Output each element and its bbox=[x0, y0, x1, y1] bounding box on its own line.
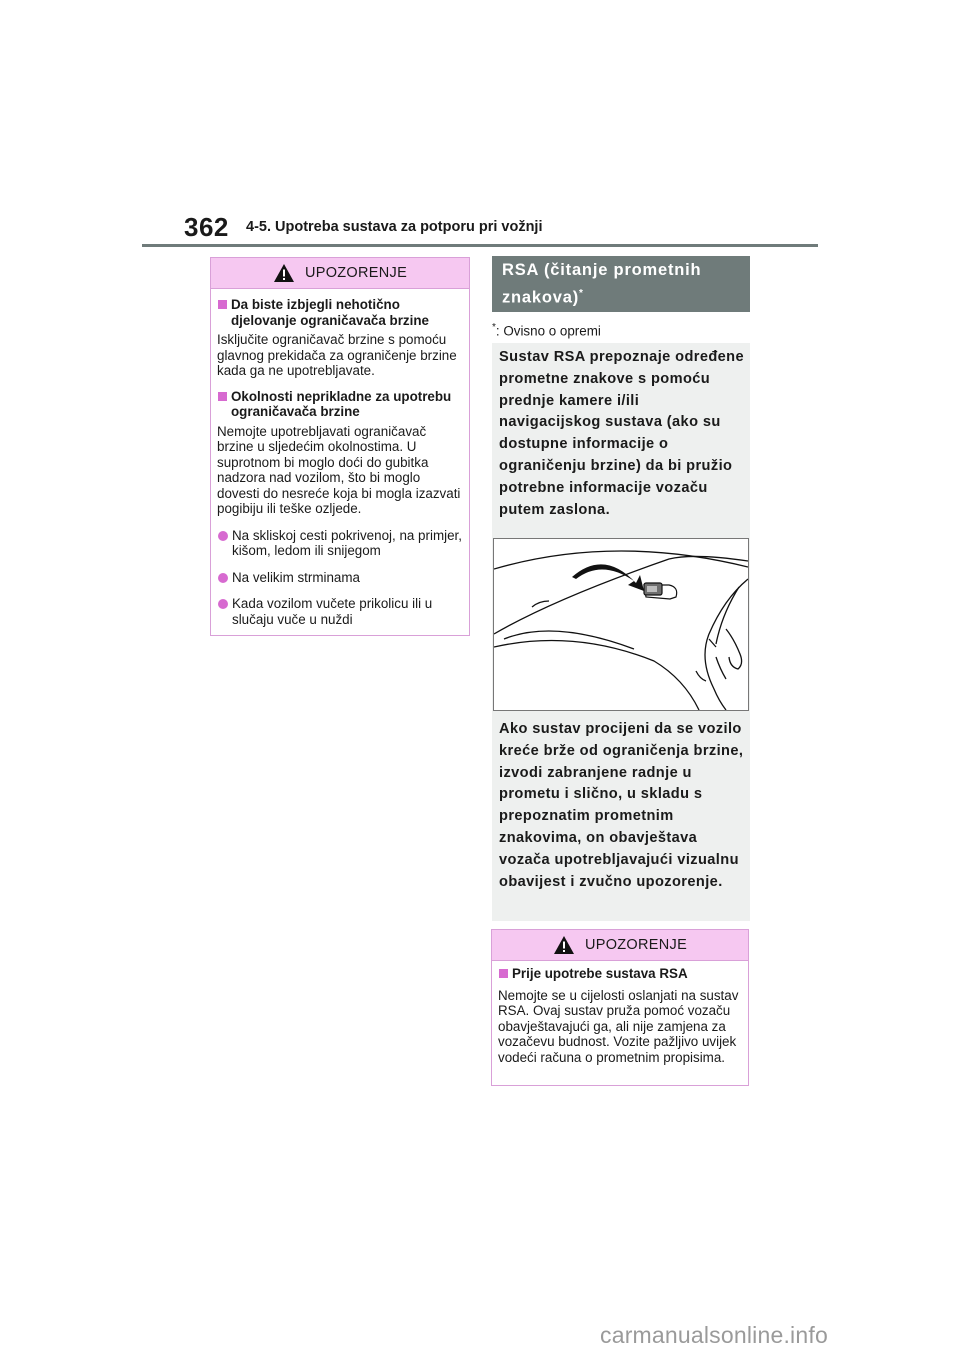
warning-box-rsa bbox=[491, 929, 749, 1086]
warning-box-speed-limiter bbox=[210, 257, 470, 636]
warning-header bbox=[211, 258, 469, 289]
page-number: 362 bbox=[184, 212, 229, 242]
section1-heading-text: Da biste izbjegli nehotično djelovanje ograničavača brzine bbox=[231, 297, 429, 328]
list-item: Na velikim strminama bbox=[217, 570, 463, 586]
list-item: Kada vozilom vučete prikolicu ili u slučaju vuče u nuždi bbox=[217, 596, 463, 627]
footnote: *: Ovisno o opremi bbox=[492, 322, 601, 339]
round-bullet-icon bbox=[218, 531, 228, 541]
warning-triangle-icon bbox=[273, 263, 295, 283]
round-bullet-icon bbox=[218, 573, 228, 583]
footnote-asterisk: * bbox=[492, 322, 496, 333]
square-bullet-icon bbox=[499, 969, 508, 978]
square-bullet-icon bbox=[218, 392, 227, 401]
windshield-camera-illustration bbox=[493, 538, 749, 711]
windshield-camera-drawing bbox=[494, 539, 748, 710]
list-item: Na skliskoj cesti pokrivenoj, na primjer, kišom, ledom ili snijegom bbox=[217, 528, 463, 559]
section-title: 4-5. Upotreba sustava za potporu pri vožnji bbox=[246, 219, 543, 235]
warning-header bbox=[492, 930, 748, 961]
section-heading bbox=[217, 297, 463, 328]
warning-triangle-icon bbox=[553, 935, 575, 955]
section-heading-text: Prije upotrebe sustava RSA bbox=[512, 966, 688, 981]
rsa-section-heading: RSA (čitanje prometnih znakova)* bbox=[492, 256, 750, 312]
heading-asterisk: * bbox=[579, 288, 584, 299]
section2-heading-text: Okolnosti neprikladne za upotrebu ograničavača brzine bbox=[231, 388, 452, 419]
warning-heading: UPOZORENJE bbox=[584, 937, 688, 953]
header-divider bbox=[142, 244, 818, 247]
section2-text: Nemojte upotrebljavati ograničavač brzine u sljedećim okolnostima. U suprotnom bi moglo doći do gubitka nadzora nad vozilom, što bi moglo dovesti do nesreće koja bi mogla izazvati pogibiju ili teške ozljede. bbox=[217, 423, 461, 516]
warning-text: Nemojte se u cijelosti oslanjati na sustav RSA. Ovaj sustav pruža pomoć vozaču obavještavajući ga, ali nije zamjena za vozačevu budnost. Vozite pažljivo uvijek vodeći računa o prometnim propisima. bbox=[498, 987, 739, 1065]
watermark-text: carmanualsonline.info bbox=[600, 1322, 828, 1348]
section-heading bbox=[217, 389, 463, 420]
section1-text: Isključite ograničavač brzine s pomoću glavnog prekidača za ograničenje brzine kada ga ne upotrebljavate. bbox=[217, 332, 457, 378]
rsa-description-text: Ako sustav procijeni da se vozilo kreće brže od ograničenja brzine, izvodi zabranjene radnje u prometu i slično, u skladu s prepoznatim prometnim znakovima, on obavještava vozača upotrebljavajući vizualnu obavijest i zvučno upozorenje. bbox=[499, 721, 744, 890]
section-heading bbox=[498, 966, 742, 982]
square-bullet-icon bbox=[218, 300, 227, 309]
round-bullet-icon bbox=[218, 599, 228, 609]
rsa-intro-text: Sustav RSA prepoznaje određene prometne znakove s pomoću prednje kamere i/ili navigacijskog sustava (ako su dostupne informacije o ograničenju brzine) da bi pružio potrebne informacije vozaču putem zaslona. bbox=[499, 349, 745, 518]
warning-heading: UPOZORENJE bbox=[304, 265, 408, 281]
